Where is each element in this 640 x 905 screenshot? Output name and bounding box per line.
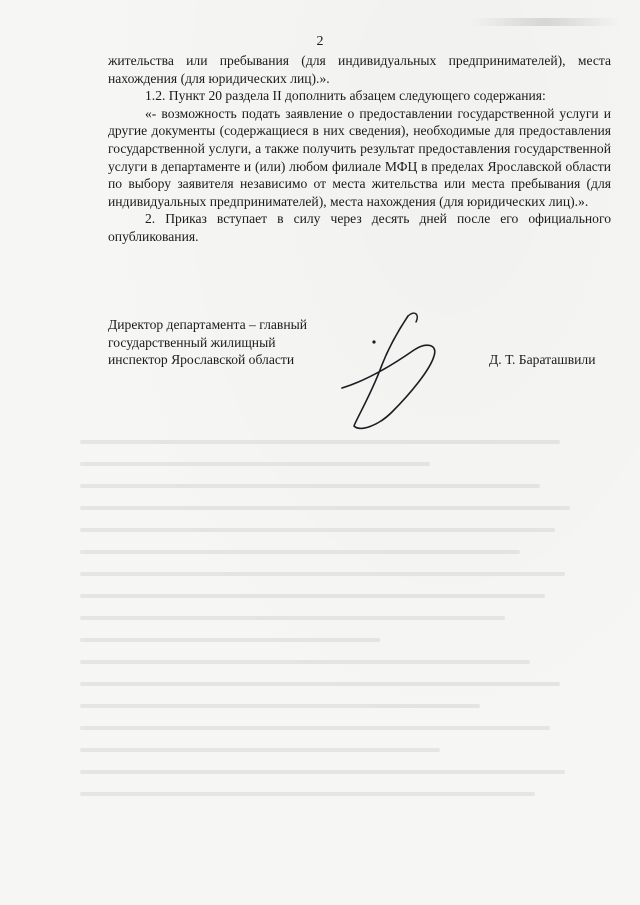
signatory-title-line: инспектор Ярославской области: [108, 352, 295, 368]
page-number: 2: [316, 34, 324, 49]
scan-artifact: [470, 18, 620, 26]
paragraph-quoted-addition: «- возможность подать заявление о предоставлении государственной услуги и другие документы (содержащиеся в них сведения), необходимые для предоставления государственной услуги, а также получить результат предоставления государственной услуги в департаменте и (или) любом филиале МФЦ в пределах Ярославской области по выбору заявителя независимо от места жительства или места пребывания (для индивидуальных предпринимателей), места нахождения (для юридических лиц).».: [108, 105, 611, 209]
document-body: [108, 52, 611, 246]
handwritten-signature: [330, 308, 450, 438]
signatory-title-line: государственный жилищный: [108, 334, 276, 350]
paragraph-item-2: 2. Приказ вступает в силу через десять дней после его официального опубликования.: [108, 211, 611, 244]
paragraph-continuation: жительства или пребывания (для индивидуальных предпринимателей), места нахождения (для юридических лиц).».: [108, 53, 611, 86]
signatory-title-line: Директор департамента – главный: [108, 317, 308, 332]
paragraph-item-1-2: 1.2. Пункт 20 раздела II дополнить абзацем следующего содержания:: [145, 88, 546, 104]
bleed-through-text: [80, 440, 580, 860]
signatory-name: Д. Т. Бараташвили: [489, 352, 596, 367]
signatory-title: [108, 316, 307, 369]
